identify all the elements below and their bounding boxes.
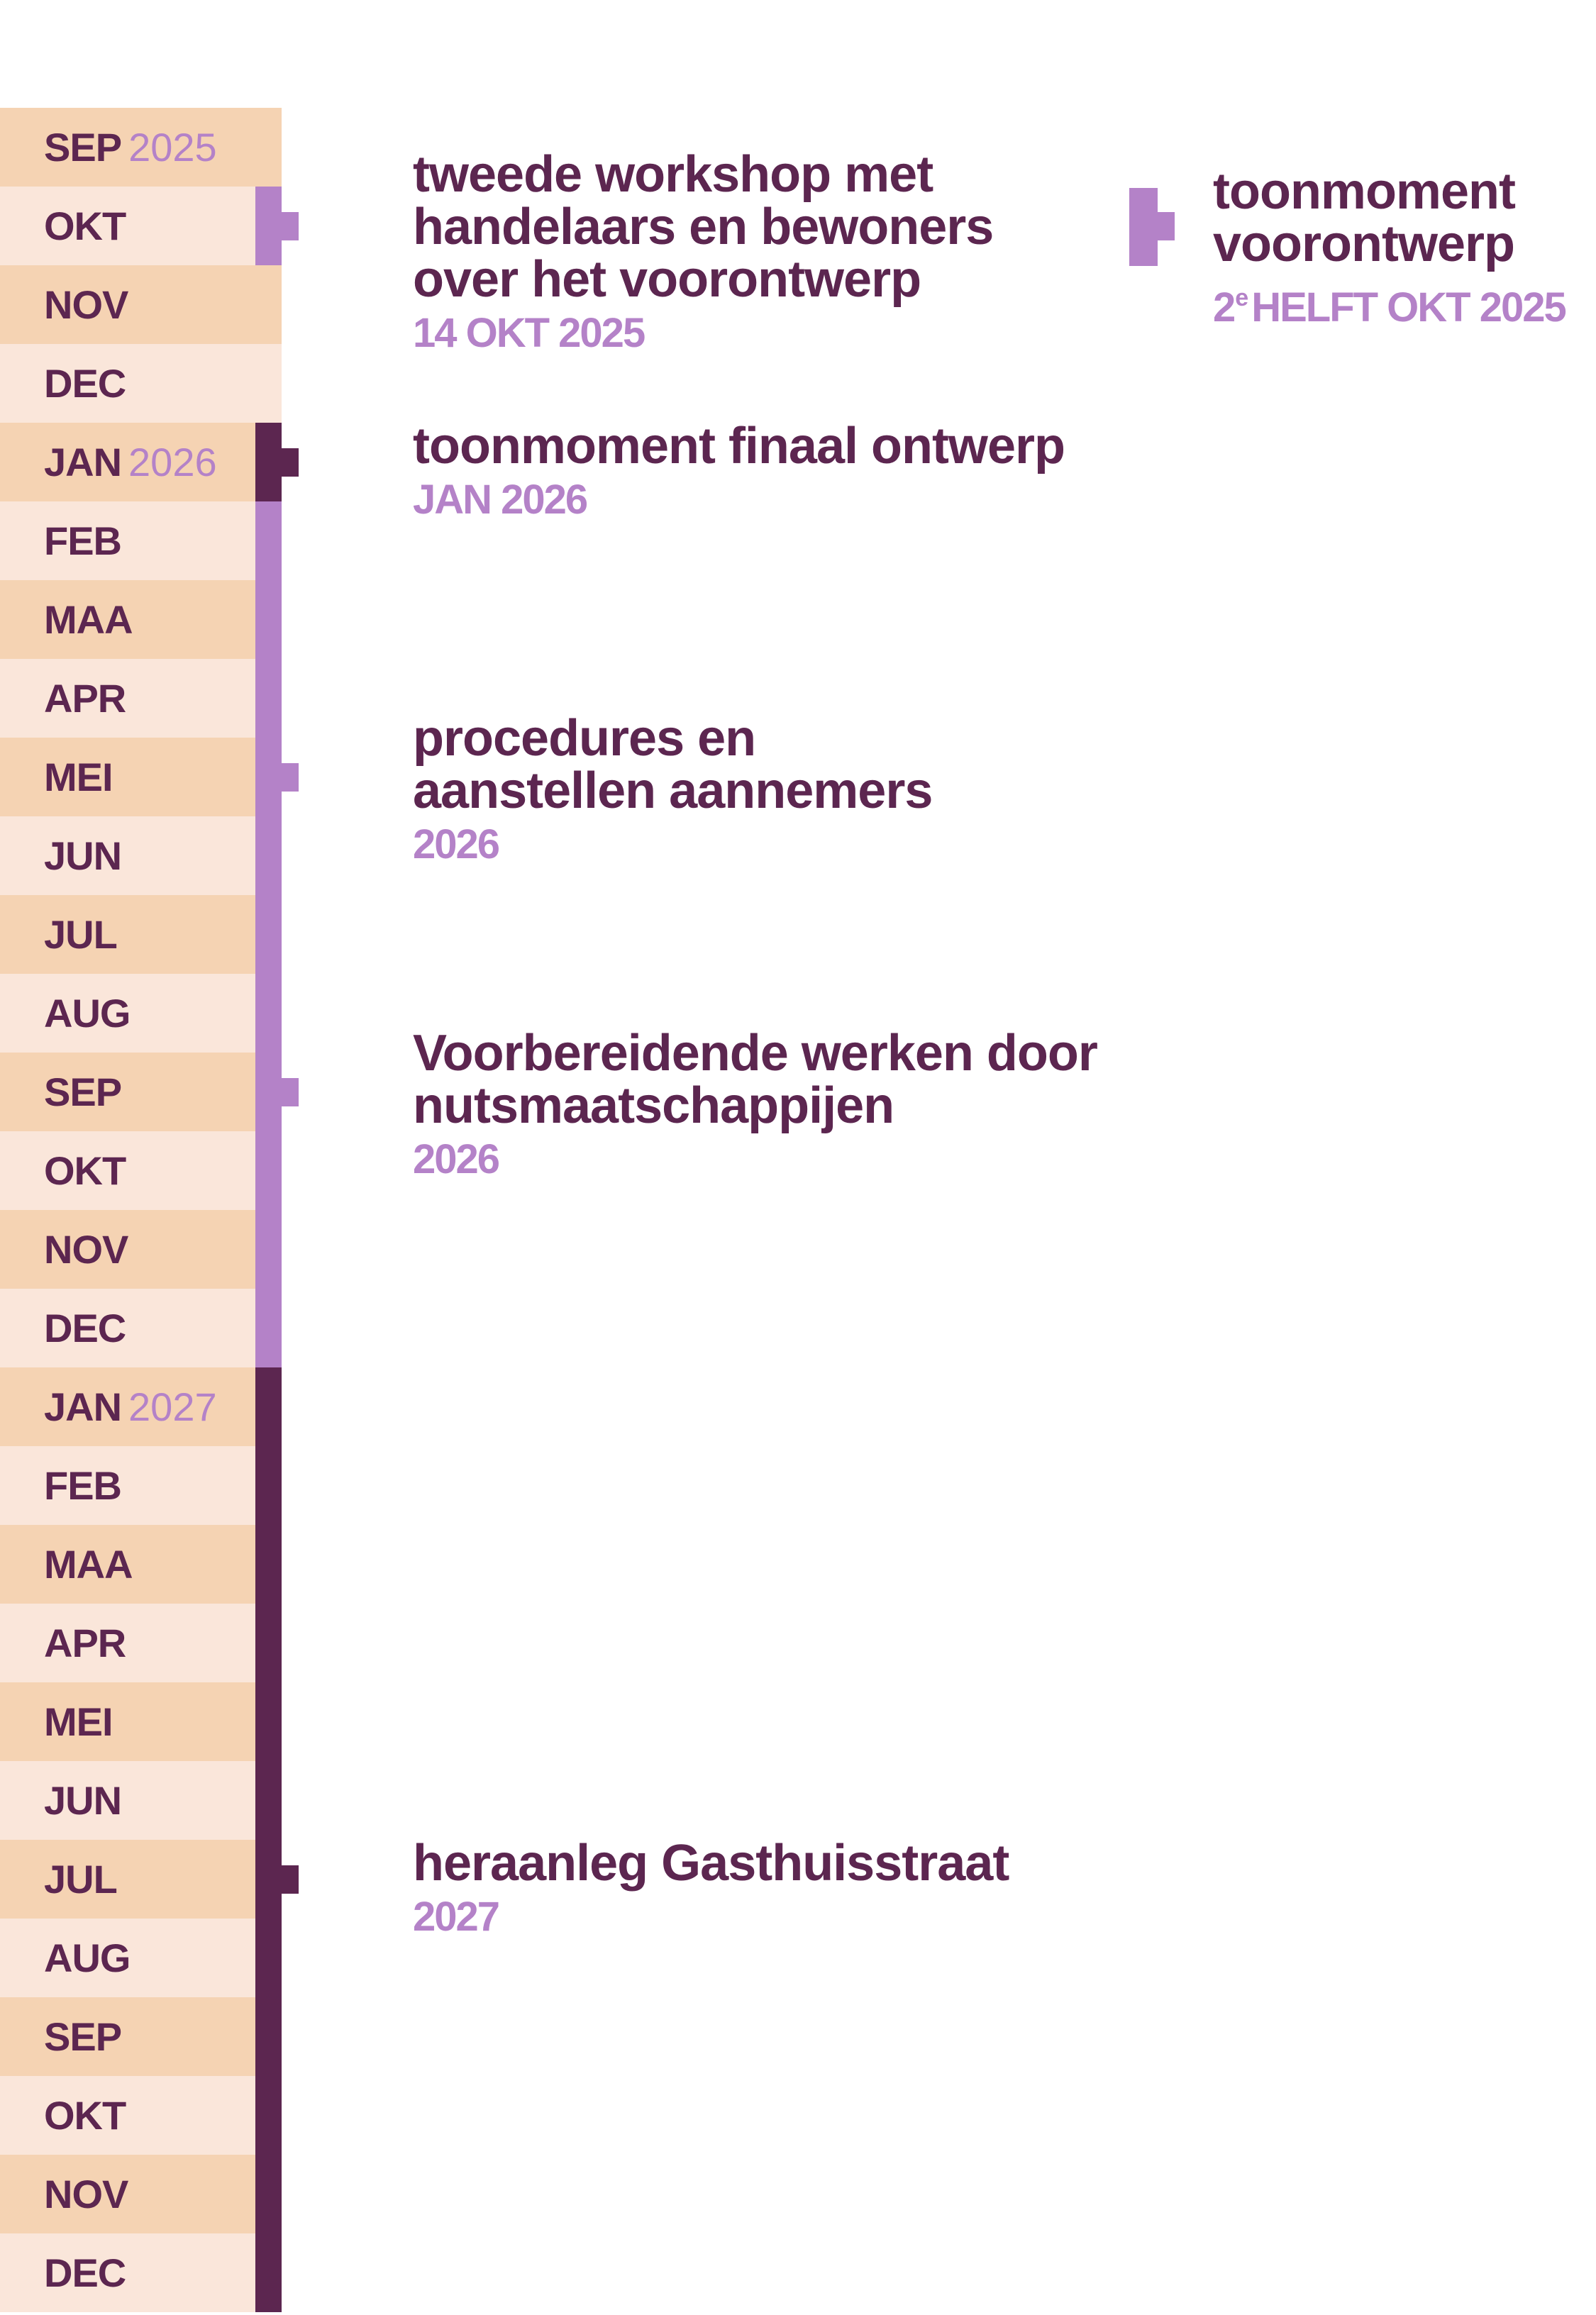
- year-label: 2026: [128, 440, 217, 484]
- month-row: [0, 1919, 282, 1997]
- event-date: 2026: [413, 821, 499, 867]
- month-row: [0, 1131, 282, 1210]
- month-name: MAA: [44, 1542, 133, 1587]
- month-name: JAN: [44, 1384, 122, 1429]
- month-row: [0, 974, 282, 1053]
- month-label: [44, 2233, 126, 2312]
- month-name: APR: [44, 1621, 126, 1665]
- month-name: FEB: [44, 1463, 121, 1508]
- event-title-line: tweede workshop met: [413, 145, 933, 203]
- side-event-title-line: toonmoment: [1213, 163, 1515, 220]
- month-row: [0, 1289, 282, 1367]
- event-title-line: procedures en: [413, 709, 756, 767]
- month-label: [44, 1289, 126, 1367]
- event-marker: [282, 1078, 299, 1106]
- month-row: [0, 738, 282, 816]
- month-name: JUN: [44, 833, 122, 878]
- side-event-marker-nub: [1158, 212, 1175, 240]
- month-label: [44, 2076, 126, 2155]
- month-name: DEC: [44, 2250, 126, 2295]
- timeline-bar-segment: [255, 1367, 282, 2312]
- month-name: AUG: [44, 991, 131, 1036]
- month-name: AUG: [44, 1936, 131, 1980]
- month-row: [0, 265, 282, 344]
- month-name: JUN: [44, 1778, 122, 1823]
- event-marker: [282, 212, 299, 240]
- month-row: [0, 1446, 282, 1525]
- month-name: SEP: [44, 2014, 122, 2059]
- event: [413, 1834, 1009, 1942]
- month-name: APR: [44, 676, 126, 721]
- timeline-bar-segment: [255, 501, 282, 1367]
- month-row: [0, 1210, 282, 1289]
- event: [413, 1024, 1097, 1184]
- side-event-date-superscript: e: [1235, 284, 1248, 311]
- event-title: [413, 709, 933, 819]
- month-label: [44, 738, 113, 816]
- event: [413, 709, 933, 870]
- month-label: [44, 659, 126, 738]
- month-row: [0, 1682, 282, 1761]
- month-label: [44, 265, 128, 344]
- event-date: 2027: [413, 1893, 499, 1940]
- event: [413, 417, 1065, 525]
- side-event-date-rest: HELFT OKT 2025: [1251, 284, 1565, 331]
- month-label: [44, 1761, 121, 1840]
- month-row: [0, 1997, 282, 2076]
- year-label: 2027: [128, 1384, 217, 1429]
- month-row: [0, 1367, 282, 1446]
- event-title: [413, 1834, 1009, 1892]
- month-row: [0, 895, 282, 974]
- event-marker: [282, 763, 299, 792]
- year-label: 2025: [128, 125, 217, 170]
- event-marker: [282, 448, 299, 477]
- event-title: [413, 145, 994, 308]
- event-title-line: nutsmaatschappijen: [413, 1077, 894, 1134]
- month-name: OKT: [44, 2093, 126, 2138]
- month-label: [44, 974, 130, 1053]
- month-row: [0, 2233, 282, 2312]
- month-name: SEP: [44, 1070, 122, 1114]
- month-row: [0, 2076, 282, 2155]
- event-title-line: Voorbereidende werken door: [413, 1024, 1097, 1082]
- month-name: OKT: [44, 204, 126, 248]
- event-marker: [282, 1865, 299, 1894]
- event-title: [413, 1024, 1097, 1134]
- month-label: [44, 187, 126, 265]
- month-name: FEB: [44, 518, 121, 563]
- month-name: NOV: [44, 2172, 128, 2216]
- side-event-title: [1213, 165, 1565, 270]
- month-row: [0, 1525, 282, 1604]
- month-row: [0, 1604, 282, 1682]
- side-event: [1213, 165, 1565, 333]
- event: [413, 145, 994, 358]
- month-label: [44, 1997, 121, 2076]
- month-label: [44, 423, 217, 501]
- month-row: [0, 2155, 282, 2233]
- event-title-line: toonmoment finaal ontwerp: [413, 417, 1065, 474]
- month-name: NOV: [44, 282, 128, 327]
- month-label: [44, 1367, 217, 1446]
- month-name: OKT: [44, 1148, 126, 1193]
- side-event-title-line: voorontwerp: [1213, 216, 1515, 272]
- month-label: [44, 1525, 133, 1604]
- month-row: [0, 659, 282, 738]
- month-name: JUL: [44, 912, 117, 957]
- month-label: [44, 895, 117, 974]
- month-row: [0, 816, 282, 895]
- event-date: JAN 2026: [413, 476, 587, 523]
- month-label: [44, 816, 121, 895]
- month-name: DEC: [44, 1306, 126, 1350]
- month-row: [0, 108, 282, 187]
- month-label: [44, 1053, 121, 1131]
- event-title-line: heraanleg Gasthuisstraat: [413, 1834, 1009, 1892]
- month-name: JUL: [44, 1857, 117, 1902]
- month-row: [0, 187, 282, 265]
- month-label: [44, 344, 126, 423]
- month-name: MEI: [44, 1699, 113, 1744]
- month-label: [44, 501, 121, 580]
- month-label: [44, 1919, 130, 1997]
- month-label: [44, 2155, 128, 2233]
- month-label: [44, 1131, 126, 1210]
- timeline-bar-segment: [255, 187, 282, 265]
- month-row: [0, 1840, 282, 1919]
- side-event-marker: [1129, 188, 1175, 266]
- month-row: [0, 1053, 282, 1131]
- month-name: NOV: [44, 1227, 128, 1272]
- event-title-line: handelaars en bewoners: [413, 198, 994, 255]
- event-date: 2026: [413, 1136, 499, 1182]
- month-name: SEP: [44, 125, 122, 170]
- month-label: [44, 108, 217, 187]
- month-name: MAA: [44, 597, 133, 642]
- month-row: [0, 344, 282, 423]
- month-row: [0, 1761, 282, 1840]
- month-label: [44, 1840, 117, 1919]
- event-title-line: over het voorontwerp: [413, 250, 921, 308]
- month-label: [44, 1446, 121, 1525]
- timeline-bar-segment: [255, 423, 282, 501]
- month-name: MEI: [44, 755, 113, 799]
- event-title-line: aanstellen aannemers: [413, 762, 933, 819]
- month-label: [44, 1682, 113, 1761]
- side-event-marker-bar: [1129, 188, 1158, 266]
- event-title: [413, 417, 1065, 474]
- month-name: DEC: [44, 361, 126, 406]
- month-row: [0, 423, 282, 501]
- month-row: [0, 580, 282, 659]
- event-date: 14 OKT 2025: [413, 309, 645, 356]
- month-label: [44, 1210, 128, 1289]
- month-label: [44, 580, 133, 659]
- month-label: [44, 1604, 126, 1682]
- month-row: [0, 501, 282, 580]
- side-event-date: [1213, 273, 1565, 333]
- side-event-date-prefix: 2: [1213, 284, 1235, 331]
- month-name: JAN: [44, 440, 122, 484]
